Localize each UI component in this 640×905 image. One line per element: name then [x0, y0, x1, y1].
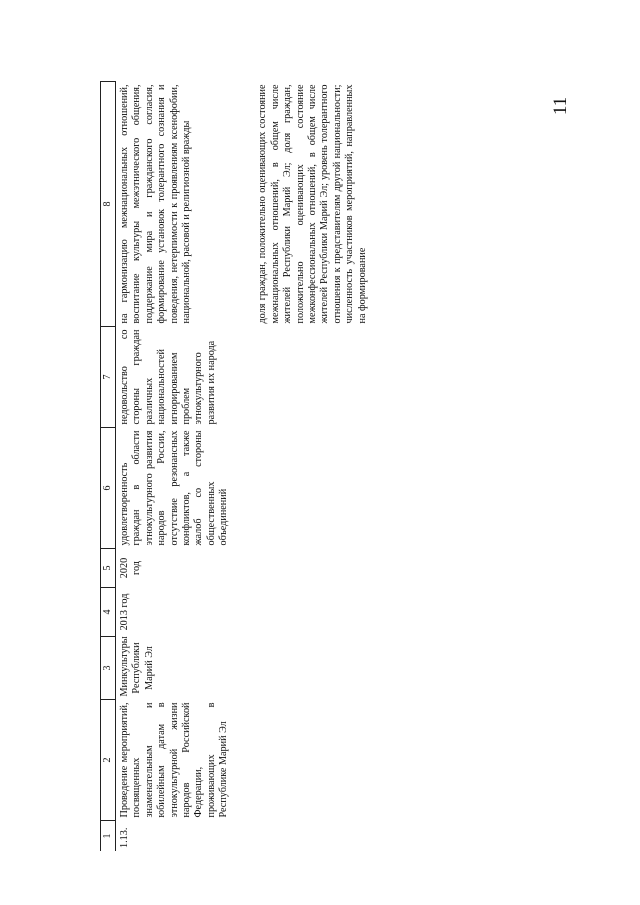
- header-col-1: 1: [101, 821, 116, 852]
- header-col-3: 3: [101, 637, 116, 700]
- page-number: 11: [550, 96, 572, 116]
- header-col-8: 8: [101, 82, 116, 327]
- executor-cell: Минкультуры Республики Марий Эл: [119, 636, 155, 697]
- program-table: [100, 81, 369, 851]
- result-text-top: на гармонизацию межнациональных отношений, воспитание культуры межэтнического общения, поддержание мира и гражданского согласия, формирование установок толерантного сознания и поведения, нетерпимости к проявлениям ксенофобии, национальной, расовой и религиозной вражды: [119, 84, 193, 324]
- header-col-6: 6: [101, 428, 116, 549]
- header-col-5: 5: [101, 549, 116, 588]
- header-col-4: 4: [101, 588, 116, 637]
- activity-cell: Проведение мероприятий, посвященных знаменательным и юбилейным датам в этнокультурной жизни народов Российской Федерации, проживающих в Республике Марий Эл: [119, 702, 230, 818]
- result-cell: [116, 82, 370, 327]
- table-header: [101, 82, 116, 852]
- header-col-7: 7: [101, 327, 116, 428]
- rotated-table-container: [100, 81, 540, 851]
- indicator-cell: удовлетворенность граждан в области этнокультурного развития народов России, отсутствие резонансных конфликтов, а также жалоб со стороны общественных объединений: [119, 430, 230, 546]
- header-col-2: 2: [101, 700, 116, 821]
- row-number: 1.13.: [119, 827, 130, 848]
- table-row: [116, 82, 370, 852]
- risk-cell: недовольство со стороны граждан различных национальностей игнорированием проблем этнокультурного развития их народа: [119, 329, 217, 425]
- result-text-bottom: доля граждан, положительно оценивающих состояние межнациональных отношений, в общем числе жителей Республики Марий Эл; доля граждан, положительно оценивающих состояние межконфессиональных отношений, в общем числе жителей Республики Марий Эл; уровень толерантного отношения к представителям другой национальности; численность участников мероприятий, направленных на формирование: [257, 84, 368, 324]
- start-year-cell: 2013 год: [119, 593, 130, 631]
- end-year-cell: 2020 год: [119, 557, 143, 579]
